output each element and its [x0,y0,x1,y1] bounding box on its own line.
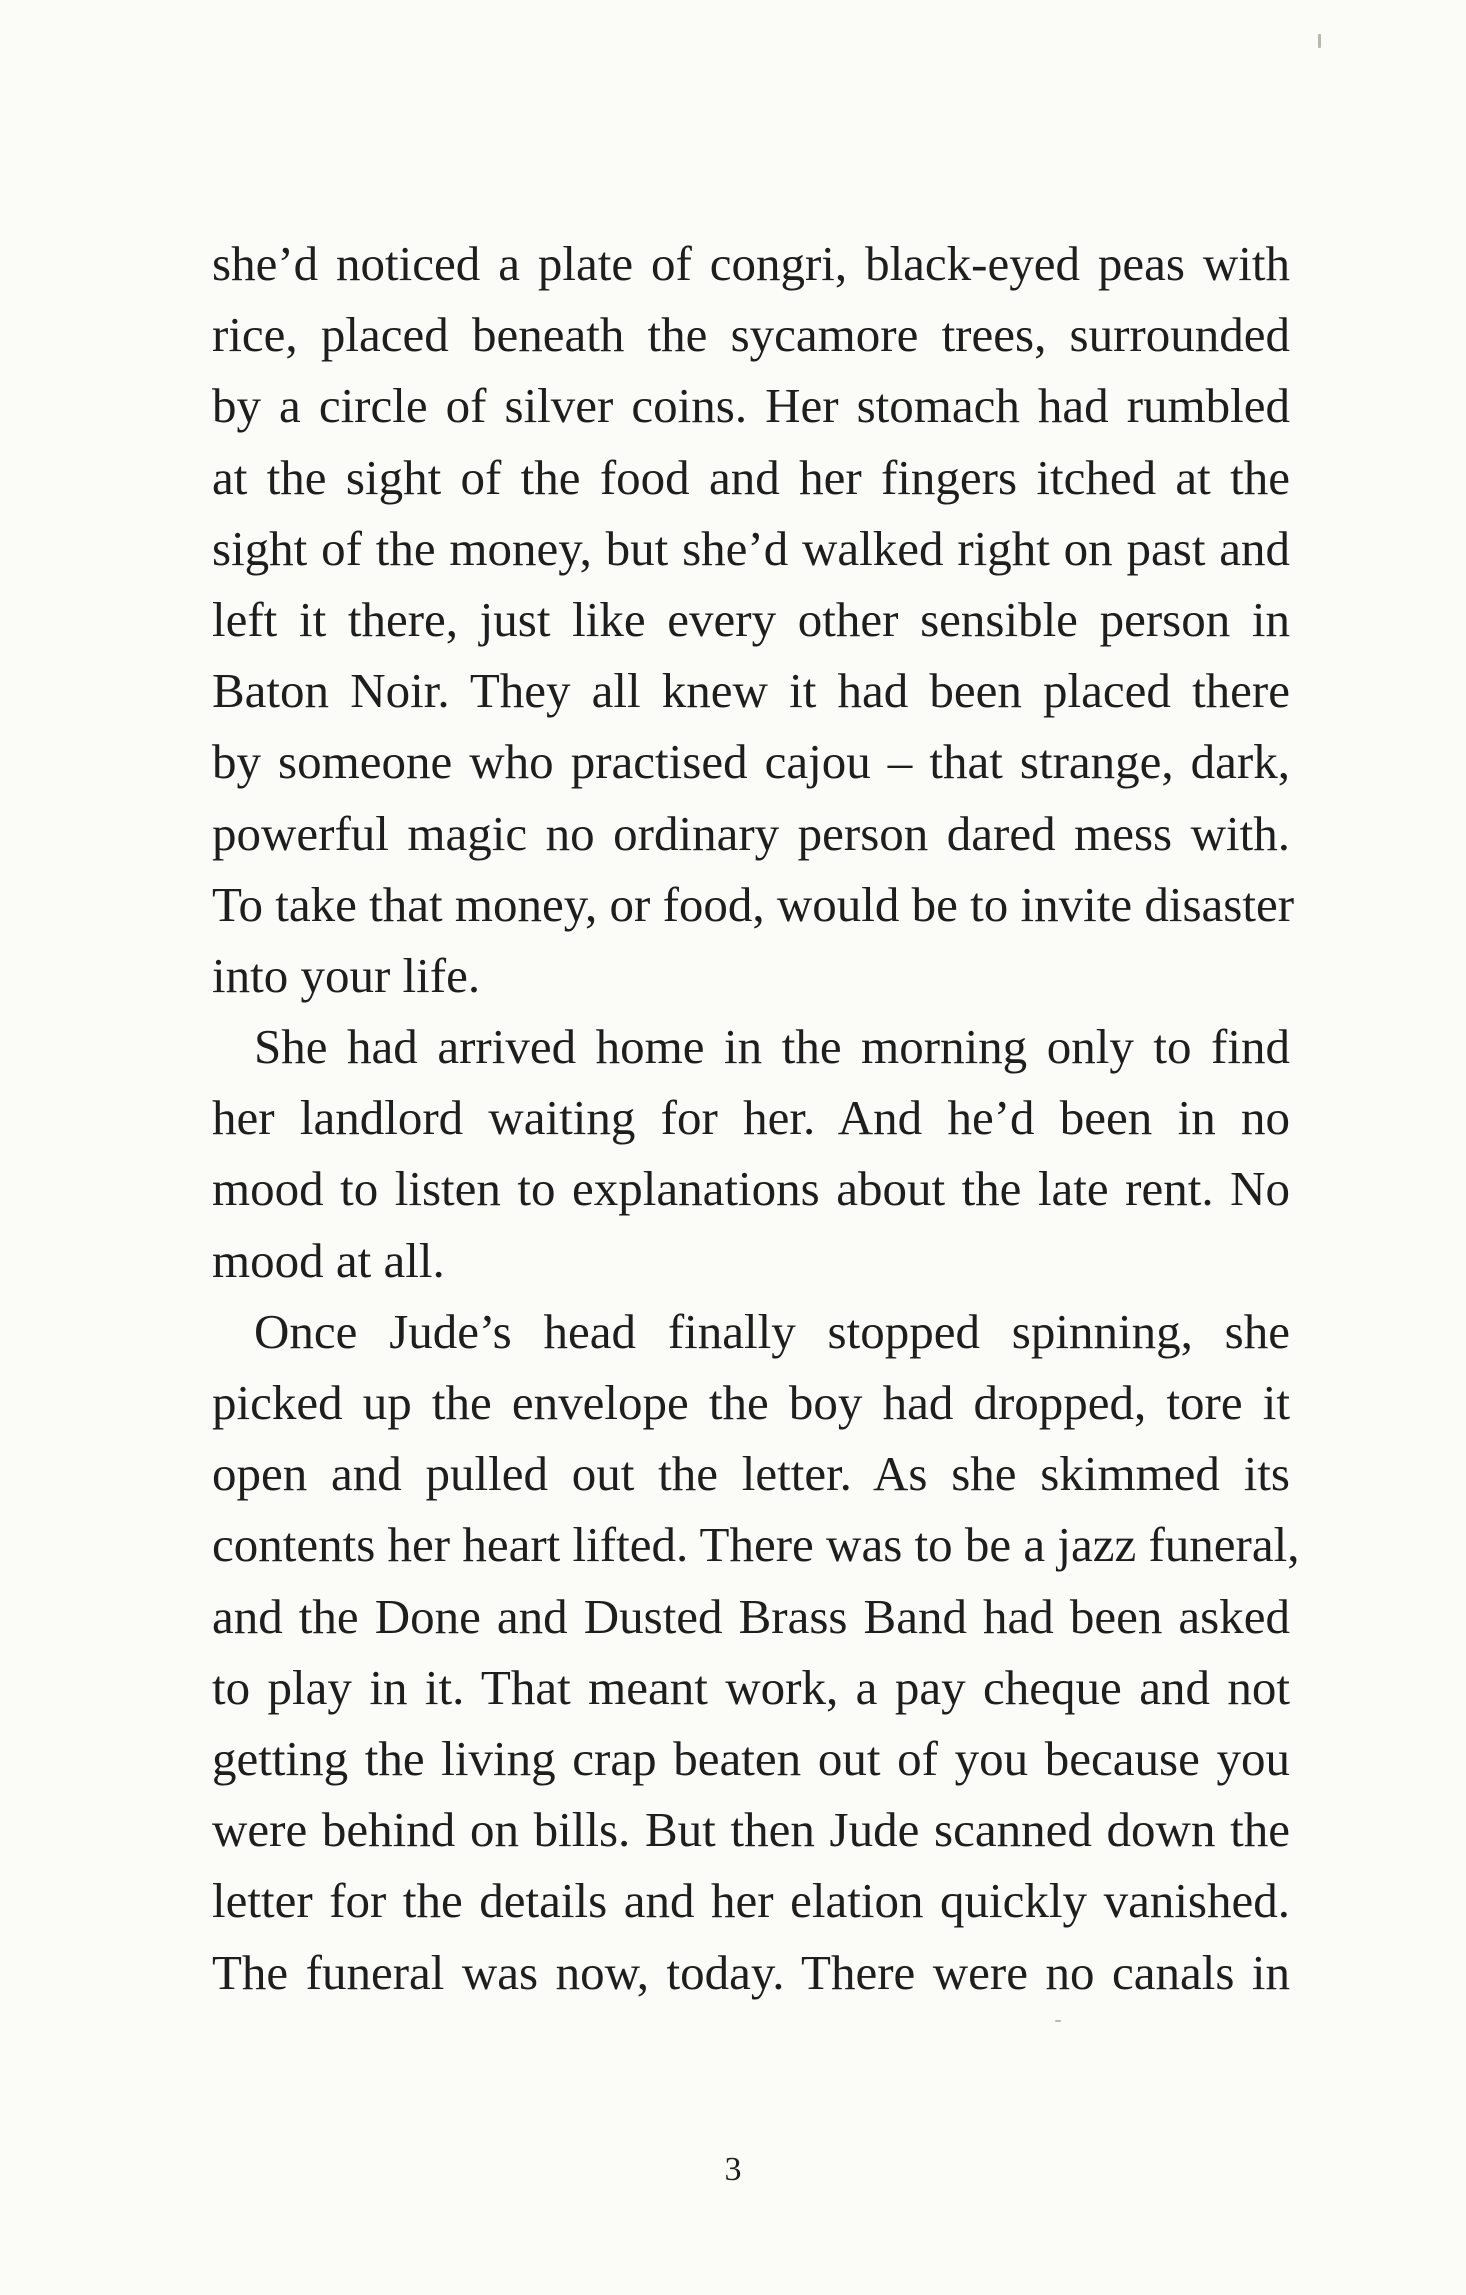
scan-speck [1318,34,1321,48]
text-line: rice, placed beneath the sycamore trees, surrounded [212,307,1290,363]
text-line: mood to listen to explanations about the late rent. No [212,1161,1290,1217]
text-line: The funeral was now, today. There were no canals in [212,1944,1290,2000]
text-line: were behind on bills. But then Jude scanned down the [212,1802,1290,1858]
text-line: picked up the envelope the boy had dropped, tore it [212,1375,1290,1430]
text-line: open and pulled out the letter. As she skimmed its [212,1446,1290,1502]
body-text [212,228,1300,2008]
text-line: and the Done and Dusted Brass Band had been asked [212,1588,1290,1644]
text-line: by someone who practised cajou – that strange, dark, [212,734,1290,790]
text-line: To take that money, or food, would be to invite disaster [212,876,1295,932]
text-line: to play in it. That meant work, a pay cheque and not [212,1659,1290,1715]
text-line: She had arrived home in the morning only to find [254,1019,1290,1075]
text-line: into your life. [212,947,481,1003]
text-line: mood at all. [212,1232,445,1288]
page-number: 3 [724,2151,742,2188]
text-line: Baton Noir. They all knew it had been placed there [212,663,1290,719]
text-line: at the sight of the food and her fingers itched at the [212,449,1290,505]
text-line: contents her heart lifted. There was to be a jazz funeral, [212,1517,1300,1573]
text-line: sight of the money, but she’d walked right on past and [212,520,1290,576]
scan-speck [1055,2020,1061,2022]
text-line: powerful magic no ordinary person dared mess with. [212,805,1290,861]
text-line: by a circle of silver coins. Her stomach had rumbled [212,378,1290,434]
text-line: left it there, just like every other sensible person in [212,591,1290,647]
text-line: getting the living crap beaten out of you because you [212,1730,1290,1786]
text-line: Once Jude’s head finally stopped spinning, she [254,1303,1290,1359]
text-line: her landlord waiting for her. And he’d been in no [212,1090,1290,1146]
text-line: letter for the details and her elation quickly vanished. [212,1873,1290,1929]
text-line: she’d noticed a plate of congri, black-eyed peas with [212,236,1290,291]
